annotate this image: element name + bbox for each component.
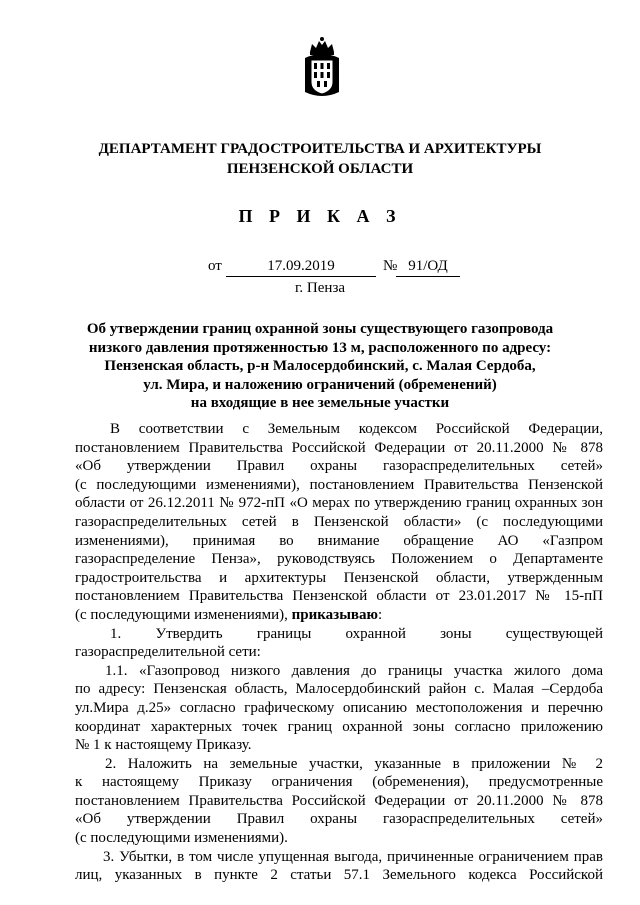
body-line: градостроительства и архитектуры Пензенской области, утвержденным — [75, 569, 603, 586]
subject-line: Об утверждении границ охранной зоны существующего газопровода — [86, 321, 554, 337]
body-line: В соответствии с Земельным кодексом Российской Федерации, — [110, 421, 603, 437]
body-line: 2. Наложить на земельные участки, указанные в приложении № 2 — [105, 755, 603, 772]
body-line: газораспределительных сетей в Пензенской области» (с последующими — [75, 513, 603, 530]
body-line: области от 26.12.2011 № 972-пП «О мерах по утверждению границ охранных зон — [75, 495, 603, 512]
number-prefix: № — [383, 258, 398, 274]
date-prefix: от — [208, 258, 222, 274]
order-body — [75, 420, 603, 885]
body-line: № 1 к настоящему Приказу. — [75, 737, 252, 754]
order-subject — [70, 320, 570, 413]
body-line: по адресу: Пензенская область, Малосердобинский район с. Малая –Сердоба — [75, 681, 603, 698]
subject-line: ул. Мира, и наложению ограничений (обременений) — [143, 376, 497, 393]
body-line: «Об утверждении Правил охраны газораспределительных сетей» — [75, 458, 603, 475]
penza-coat-of-arms-icon — [302, 36, 342, 98]
order-title: П Р И К А З — [238, 206, 402, 226]
order-date: 17.09.2019 — [226, 258, 376, 277]
body-line: постановлением Правительства Российской Федерации от 20.11.2000 № 878 — [75, 439, 603, 456]
order-verb: приказываю — [291, 606, 378, 623]
body-line: изменениями), принимая во внимание обращение АО «Газпром — [75, 532, 603, 549]
body-line: координат характерных точек границ охранной зоны согласно приложению — [75, 718, 603, 735]
body-line: постановлением Правительства Пензенской области от 23.01.2017 № 15-пП — [75, 588, 603, 605]
body-line: 1.1. «Газопровод низкого давления до границы участка жилого дома — [105, 662, 603, 679]
body-line: 1. Утвердить границы охранной зоны существующей — [110, 625, 603, 642]
body-line: лиц, указанных в пункте 2 статьи 57.1 Земельного кодекса Российской — [75, 867, 603, 884]
city: г. Пенза — [294, 280, 346, 296]
body-line: постановлением Правительства Российской Федерации от 20.11.2000 № 878 — [75, 792, 603, 809]
order-number: 91/ОД — [396, 258, 460, 277]
body-line: (с последующими изменениями), постановлением Правительства Пензенской — [75, 476, 603, 493]
body-line-text: (с последующими изменениями), — [75, 606, 288, 623]
body-line: «Об утверждении Правил охраны газораспределительных сетей» — [75, 811, 603, 828]
order-verb-colon: : — [378, 606, 383, 623]
body-line: к настоящему Приказу ограничения (обременения), предусмотренные — [75, 774, 603, 791]
body-line — [75, 606, 603, 625]
body-line: газораспределительной сети: — [75, 644, 261, 661]
date-number-line — [0, 256, 640, 278]
department-name-line1: ДЕПАРТАМЕНТ ГРАДОСТРОИТЕЛЬСТВА И АРХИТЕКТУРЫ — [98, 141, 542, 157]
department-name-line2: ПЕНЗЕНСКОЙ ОБЛАСТИ — [226, 161, 414, 177]
subject-line: Пензенская область, р-н Малосердобинский, с. Малая Сердоба, — [104, 358, 536, 374]
body-line: газораспределение Пенза», руководствуясь Положением о Департаменте — [75, 551, 603, 568]
body-line: ул.Мира д.25» согласно графическому описанию местоположения и перечню — [75, 699, 603, 716]
subject-line: низкого давления протяженностью 13 м, расположенного по адресу: — [88, 339, 552, 356]
body-line: (с последующими изменениями). — [75, 830, 288, 847]
body-line: 3. Убытки, в том числе упущенная выгода, причиненные ограничением прав — [103, 848, 603, 865]
subject-line: на входящие в нее земельные участки — [190, 395, 450, 411]
